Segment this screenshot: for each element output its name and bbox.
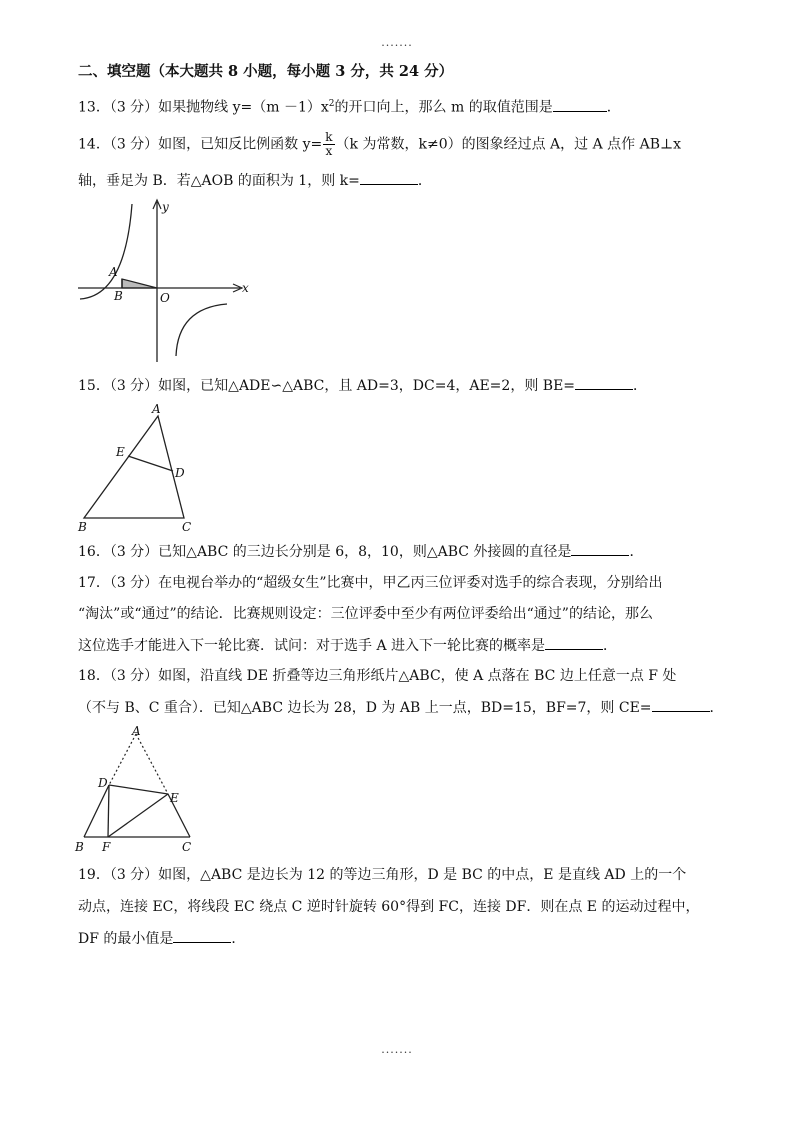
q15-label-b: B	[78, 520, 87, 534]
q15-segment-ed	[128, 456, 173, 471]
q18-dotted-ad	[109, 734, 136, 785]
q14-line1-a: 14．（3 分）如图，已知反比例函数 y=	[78, 136, 323, 153]
q13-end: ．	[606, 99, 621, 116]
q17-answer-blank[interactable]	[545, 635, 603, 650]
q14-label-b: B	[114, 289, 123, 303]
q18-line2: （不与 B、C 重合）．已知△ABC 边长为 28，D 为 AB 上一点，BD=15，BF=7，则 CE=	[78, 700, 652, 716]
q15-figure	[72, 400, 212, 536]
q18-segment-db	[84, 785, 109, 837]
q13-text-2: 的开口向上，那么 m 的取值范围是	[334, 99, 553, 116]
q14-end: ．	[417, 173, 432, 189]
q18-segment-de	[109, 785, 168, 794]
q14-figure	[70, 196, 260, 368]
question-16	[78, 541, 643, 562]
q14-label-a: A	[109, 265, 118, 279]
footer-dots: .......	[381, 1043, 413, 1056]
q15-label-e: E	[116, 445, 125, 459]
q19-answer-blank[interactable]	[173, 928, 231, 943]
question-17-line-1: 17．（3 分）在电视台举办的“超级女生”比赛中，甲乙丙三位评委对选手的综合表现，分别给出	[78, 575, 663, 591]
question-15	[78, 375, 647, 396]
q18-label-d: D	[98, 776, 108, 790]
question-19-line-3	[78, 928, 245, 949]
q14-hyperbola-right	[176, 304, 227, 356]
q17-end: ．	[603, 638, 618, 654]
q14-line2: 轴，垂足为 B．若△AOB 的面积为 1，则 k=	[78, 173, 360, 189]
q15-label-c: C	[182, 520, 192, 534]
q18-label-c: C	[182, 840, 192, 854]
q14-label-o: O	[160, 291, 170, 305]
question-13	[78, 94, 621, 118]
q14-label-x: x	[242, 281, 249, 295]
q19-end: ．	[231, 931, 246, 947]
q14-fraction	[323, 131, 334, 158]
q15-triangle-abc	[84, 416, 184, 518]
q16-text: 16．（3 分）已知△ABC 的三边长分别是 6，8，10，则△ABC 外接圆的直径是	[78, 544, 572, 560]
q16-answer-blank[interactable]	[571, 541, 629, 556]
question-17-line-2: “淘汰”或“通过”的结论．比赛规则设定：三位评委中至少有两位评委给出“通过”的结论，那么	[78, 606, 653, 622]
q18-label-f: F	[102, 840, 111, 854]
q13-text: 13．（3 分）如果抛物线 y=（m －1）x	[78, 99, 329, 116]
header-dots: .......	[381, 36, 413, 49]
q18-label-b: B	[75, 840, 84, 854]
q19-line3: DF 的最小值是	[78, 931, 174, 947]
q18-answer-blank[interactable]	[652, 697, 710, 712]
section-title: 二、填空题（本大题共 8 小题，每小题 3 分，共 24 分）	[78, 63, 454, 80]
question-17-line-3	[78, 635, 617, 656]
q14-shaded-triangle	[122, 279, 157, 288]
q15-label-a: A	[152, 402, 161, 416]
q18-end: ．	[709, 700, 724, 716]
q18-figure	[70, 722, 200, 858]
question-19-line-2: 动点，连接 EC，将线段 EC 绕点 C 逆时针旋转 60°得到 FC，连接 DF．则在点 E 的运动过程中，	[78, 899, 700, 915]
question-14-line-2	[78, 170, 432, 191]
q15-label-d: D	[175, 466, 185, 480]
q18-label-a: A	[132, 724, 141, 738]
q15-text: 15．（3 分）如图，已知△ADE∽△ABC，且 AD=3，DC=4，AE=2，则 BE=	[78, 378, 576, 394]
q18-label-e: E	[170, 791, 179, 805]
q18-segment-df	[108, 785, 109, 837]
q13-superscript: 2	[328, 99, 335, 109]
q14-frac-numerator: k	[325, 130, 333, 144]
question-18-line-1: 18．（3 分）如图，沿直线 DE 折叠等边三角形纸片△ABC，使 A 点落在 BC 边上任意一点 F 处	[78, 668, 677, 684]
q13-answer-blank[interactable]	[553, 97, 607, 112]
question-19-line-1: 19．（3 分）如图，△ABC 是边长为 12 的等边三角形，D 是 BC 的中点，E 是直线 AD 上的一个	[78, 867, 687, 883]
q14-line1-b: （k 为常数，k≠0）的图象经过点 A，过 A 点作 AB⊥x	[335, 136, 682, 153]
q14-label-y: y	[162, 200, 169, 214]
q17-line3: 这位选手才能进入下一轮比赛．试问：对于选手 A 进入下一轮比赛的概率是	[78, 638, 546, 654]
q16-end: ．	[629, 544, 644, 560]
q15-end: ．	[633, 378, 648, 394]
q18-segment-fe	[108, 794, 168, 837]
q15-answer-blank[interactable]	[575, 375, 633, 390]
q18-dotted-ae	[136, 734, 168, 794]
q14-answer-blank[interactable]	[360, 170, 418, 185]
question-14-line-1	[78, 131, 681, 158]
q14-frac-denominator: x	[325, 144, 333, 158]
question-18-line-2	[78, 697, 724, 718]
